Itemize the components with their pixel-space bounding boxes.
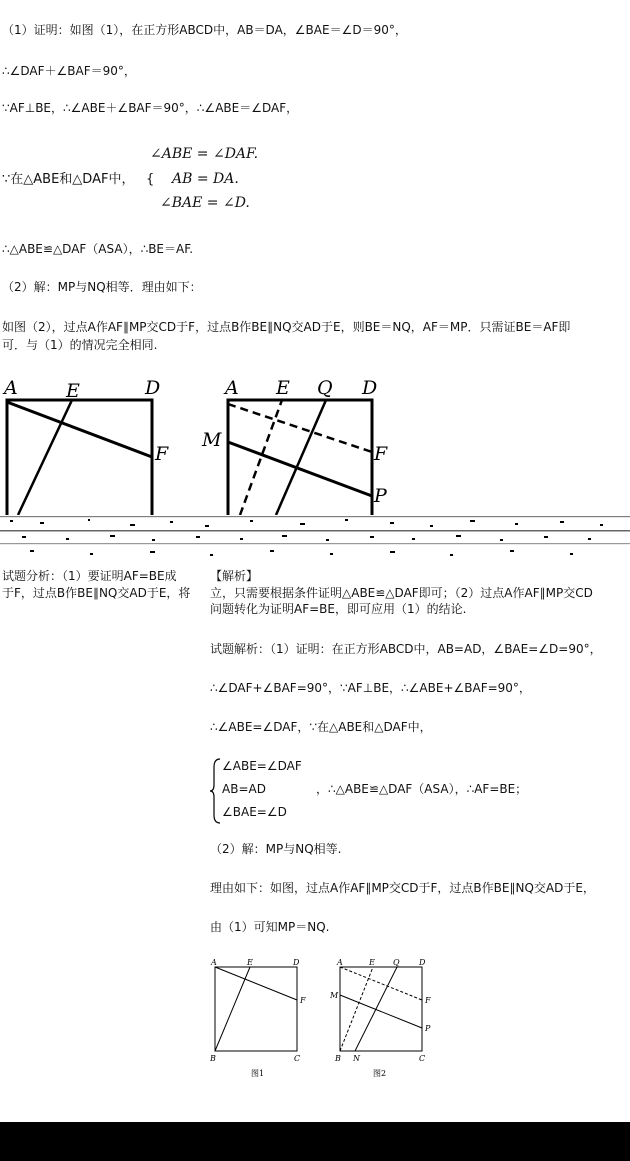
- proof-line-2: ∴∠DAF＋∠BAF＝90°，: [2, 64, 136, 78]
- bottom-black-bar: [0, 1122, 630, 1161]
- fig2-label-B: B: [335, 1054, 341, 1063]
- system-eq-3: ∠BAE = ∠D.: [160, 195, 250, 211]
- solution-heading: 【解析】: [210, 569, 259, 583]
- fig1-label-E: E: [247, 958, 253, 967]
- analysis-left-2: 于F，过点B作BE∥NQ交AD于E，将: [2, 586, 191, 600]
- fig1-label-D: D: [293, 958, 300, 967]
- label-Q: Q: [317, 377, 333, 399]
- top-figure-1: [2, 377, 169, 515]
- system-brace: {: [146, 172, 155, 187]
- label-E: E: [276, 377, 290, 399]
- bottom-figure-2: [340, 967, 422, 1051]
- fig1-caption: 图1: [251, 1069, 265, 1078]
- system-brace-2: [210, 757, 222, 825]
- fig2-label-M: M: [330, 991, 339, 1000]
- scan-noise: [0, 510, 630, 562]
- proof-conclusion-1: ∴△ABE≌△DAF（ASA），∴BE＝AF.: [2, 242, 194, 256]
- part2-heading: （2）解：MP与NQ相等．理由如下：: [2, 280, 202, 294]
- because-line: ∵在△ABE和△DAF中，: [2, 172, 135, 187]
- fig1-label-C: C: [294, 1054, 301, 1063]
- label-A: A: [225, 377, 239, 399]
- fig2-label-E: E: [369, 958, 375, 967]
- system-eq-2: AB = DA.: [172, 171, 239, 187]
- fig2-label-N: N: [353, 1054, 360, 1063]
- label-A: A: [4, 377, 18, 399]
- proof-line-1: （1）证明：如图（1），在正方形ABCD中，AB＝DA，∠BAE＝∠D＝90°，: [2, 23, 407, 37]
- part2-line-2: 可．与（1）的情况完全相同.: [2, 338, 158, 352]
- fig2-caption: 图2: [373, 1069, 387, 1078]
- analysis-right-2: 问题转化为证明AF=BE，即可应用（1）的结论.: [210, 602, 467, 616]
- label-D: D: [145, 377, 161, 399]
- label-F: F: [374, 443, 388, 465]
- bottom-figures: [205, 955, 435, 1085]
- fig2-label-F: F: [425, 996, 431, 1005]
- solution-line-2: ∴∠DAF+∠BAF=90°，∵AF⊥BE，∴∠ABE+∠BAF=90°，: [210, 681, 531, 695]
- system-eq-1: ∠ABE = ∠DAF.: [150, 146, 259, 162]
- fig1-label-B: B: [210, 1054, 216, 1063]
- solution-part2: （2）解：MP与NQ相等.: [210, 842, 342, 856]
- label-P: P: [374, 485, 387, 507]
- fig2-label-A: A: [337, 958, 343, 967]
- fig1-label-F: F: [300, 996, 306, 1005]
- label-M: M: [202, 429, 222, 451]
- analysis-right-1: 立，只需要根据条件证明△ABE≌△DAF即可；（2）过点A作AF∥MP交CD: [210, 586, 593, 600]
- system2-eq-2: AB=AD: [222, 782, 266, 796]
- system2-eq-3: ∠BAE=∠D: [222, 805, 287, 819]
- fig2-label-Q: Q: [393, 958, 400, 967]
- system2-eq-1: ∠ABE=∠DAF: [222, 759, 302, 773]
- bottom-figure-1: [215, 967, 297, 1051]
- solution-conclusion: ，∴△ABE≌△DAF（ASA），∴AF=BE；: [316, 782, 528, 796]
- fig1-label-A: A: [211, 958, 217, 967]
- solution-line-3: ∴∠ABE=∠DAF，∵在△ABE和△DAF中，: [210, 720, 432, 734]
- label-F: F: [155, 443, 169, 465]
- top-figures: [0, 370, 400, 515]
- label-E: E: [66, 380, 80, 402]
- solution-line-1: 试题解析：（1）证明：在正方形ABCD中，AB=AD，∠BAE=∠D=90°，: [210, 642, 602, 656]
- fig2-label-D: D: [419, 958, 426, 967]
- label-D: D: [362, 377, 378, 399]
- top-figure-2: [201, 377, 388, 515]
- solution-final: 由（1）可知MP＝NQ.: [210, 920, 330, 934]
- fig2-label-P: P: [425, 1024, 431, 1033]
- fig2-label-C: C: [419, 1054, 426, 1063]
- proof-line-3: ∵AF⊥BE，∴∠ABE＋∠BAF＝90°，∴∠ABE＝∠DAF，: [2, 101, 299, 115]
- part2-line-1: 如图（2），过点A作AF∥MP交CD于F，过点B作BE∥NQ交AD于E，则BE＝NQ，AF＝MP．只需证BE＝AF即: [2, 320, 571, 334]
- solution-reason: 理由如下：如图，过点A作AF∥MP交CD于F，过点B作BE∥NQ交AD于E，: [210, 881, 595, 895]
- analysis-left-1: 试题分析：（1）要证明AF=BE成: [2, 569, 177, 583]
